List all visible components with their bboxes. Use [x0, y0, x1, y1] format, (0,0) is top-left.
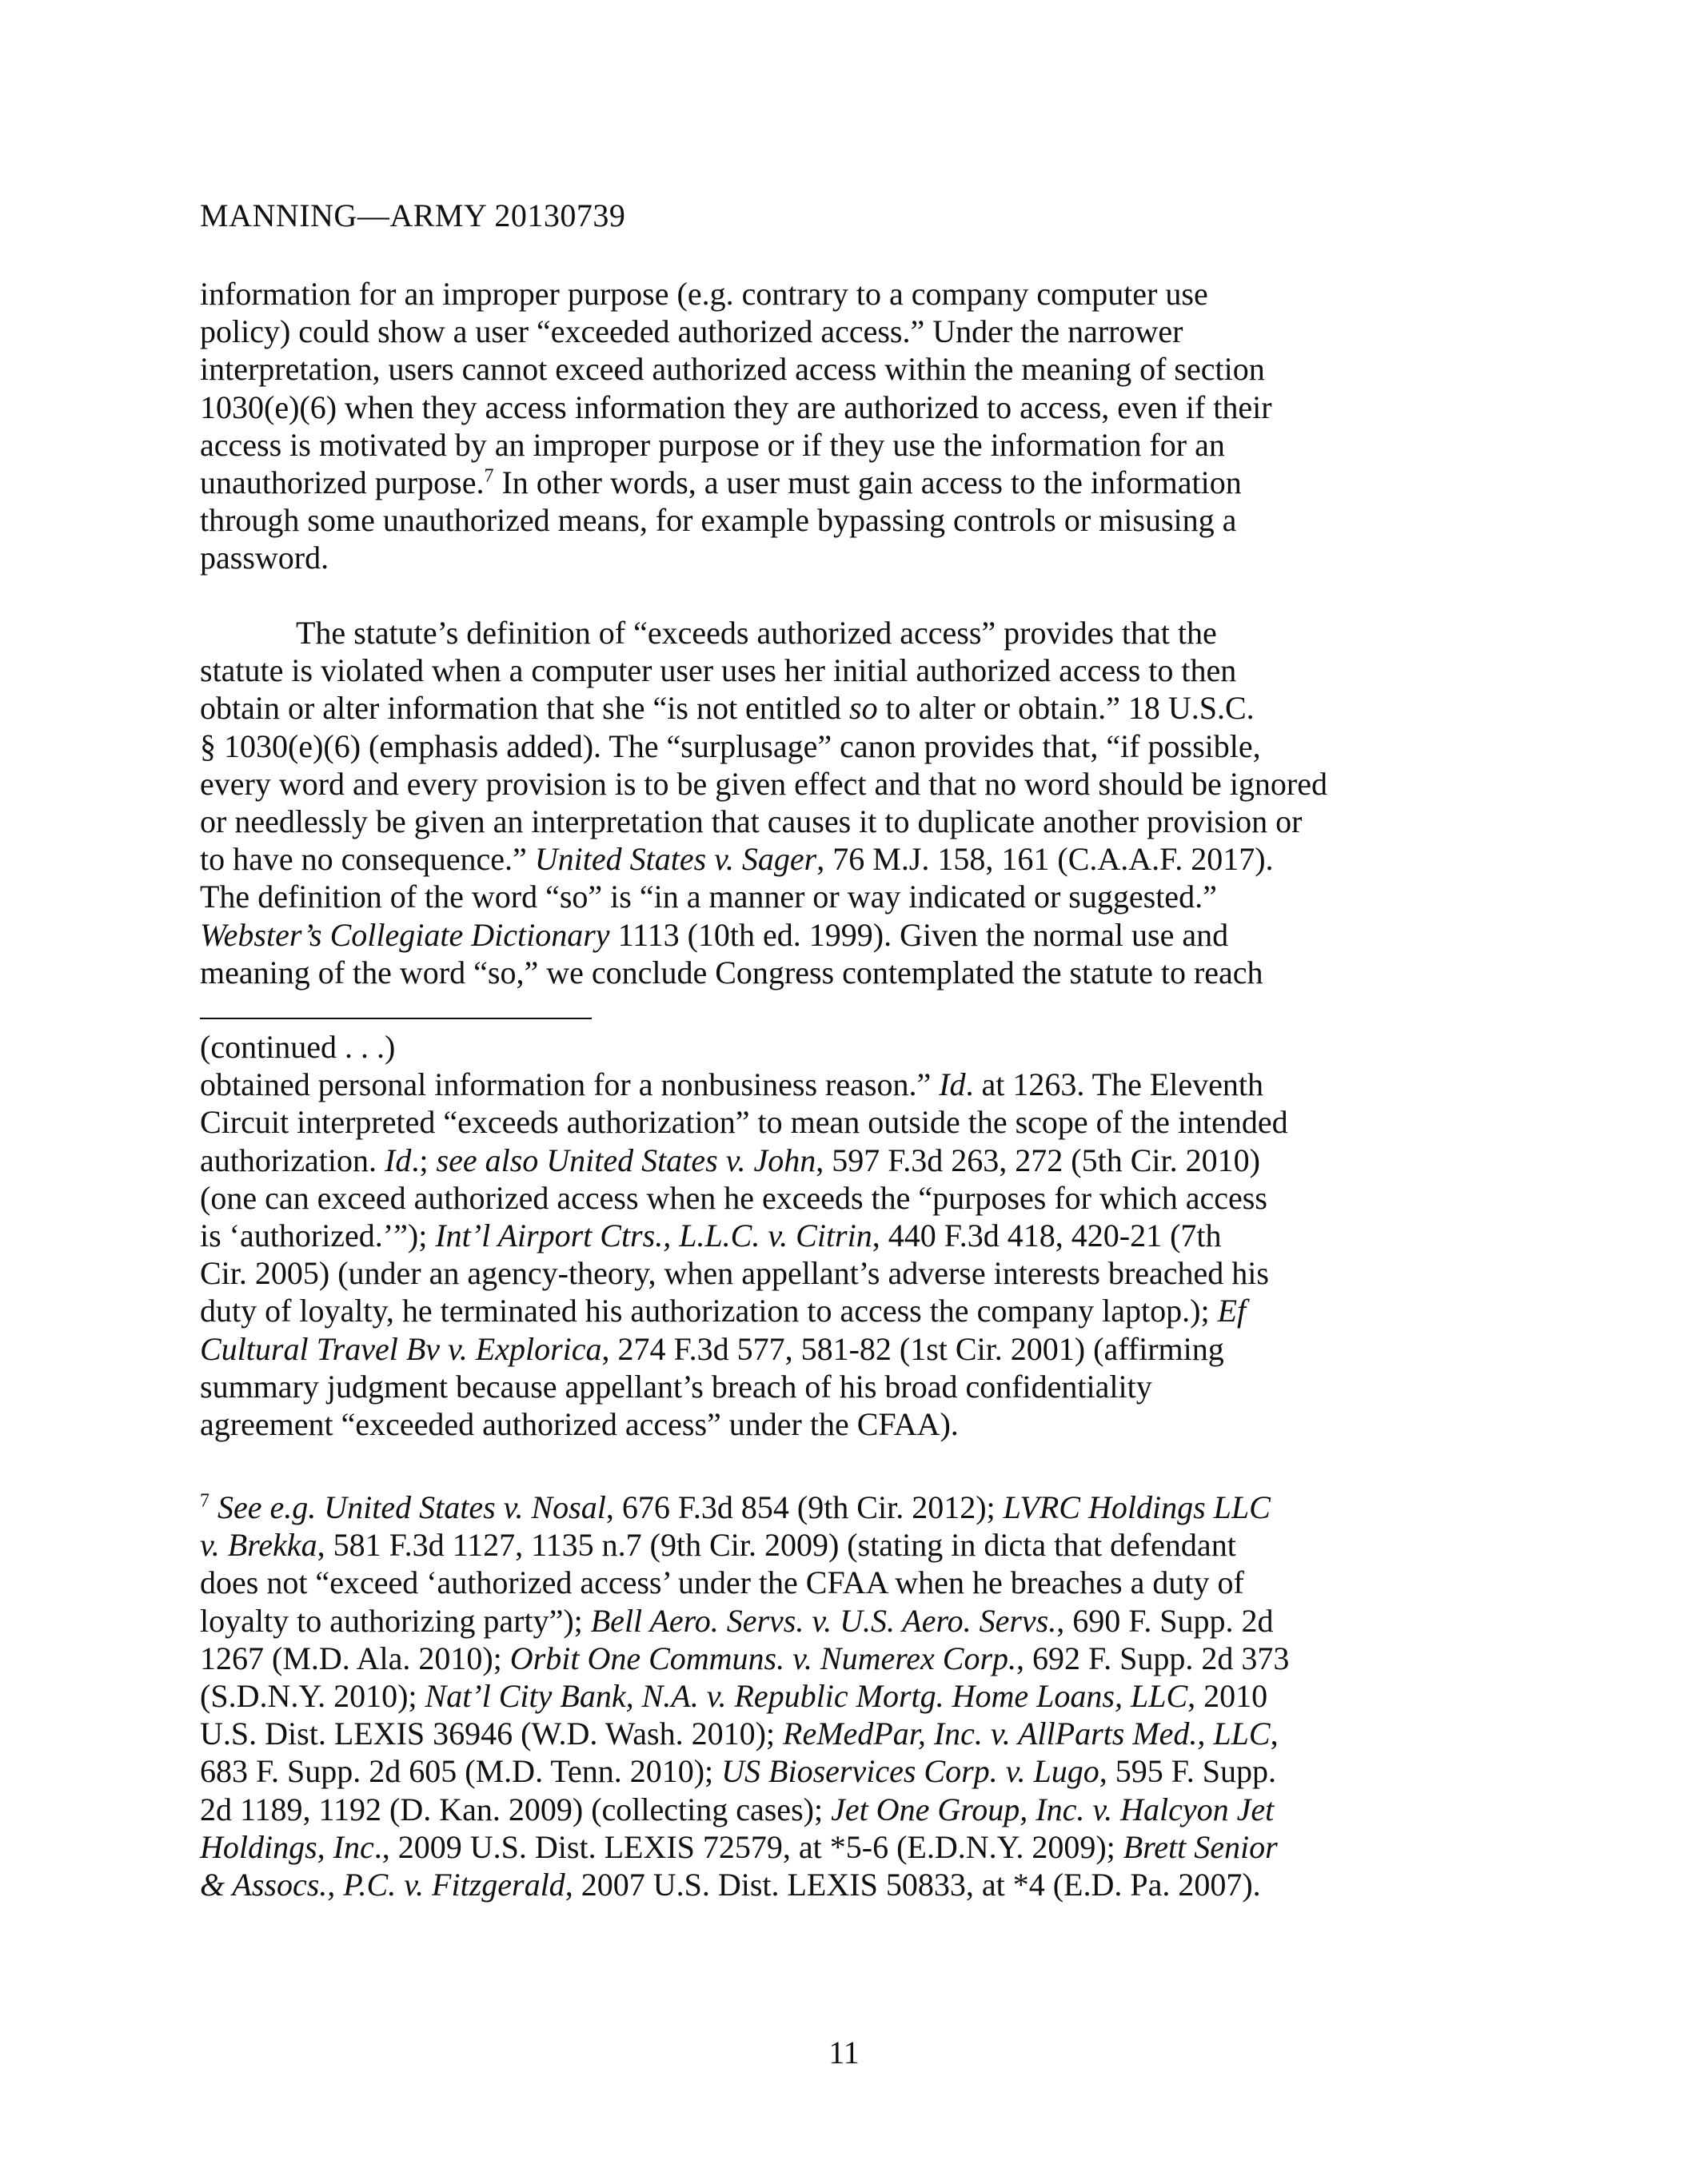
citation-id: Id: [939, 1066, 966, 1103]
text-line: or needlessly be given an interpretation that causes it to duplicate another provision or: [200, 803, 1303, 840]
text-line: [200, 464, 1487, 501]
case-citation: US Bioservices Corp. v. Lugo: [721, 1753, 1099, 1790]
text-segment: , 676 F.3d 854 (9th Cir. 2012);: [605, 1489, 1004, 1525]
footnote-separator: [200, 1018, 592, 1019]
text-line: policy) could show a user “exceeded authorized access.” Under the narrower: [200, 313, 1183, 350]
text-segment: authorization.: [200, 1142, 385, 1178]
text-line: summary judgment because appellant’s breach of his broad confidentiality: [200, 1368, 1152, 1405]
text-line: [200, 1715, 1487, 1752]
case-citation: see also United States v. John: [436, 1142, 816, 1178]
text-segment: 1113 (10th ed. 1999). Given the normal use and: [609, 916, 1229, 953]
text-line: [200, 916, 1487, 954]
text-segment: . at 1263. The Eleventh: [965, 1066, 1264, 1103]
text-line: [200, 1602, 1487, 1640]
text-segment: , 690 F. Supp. 2d: [1056, 1602, 1274, 1639]
text-segment: , 595 F. Supp.: [1099, 1753, 1277, 1790]
text-segment: ,: [1270, 1716, 1279, 1752]
case-citation: Nat’l City Bank, N.A. v. Republic Mortg. Home Loans, LLC: [425, 1678, 1188, 1715]
text-line: interpretation, users cannot exceed authorized access within the meaning of section: [200, 351, 1265, 388]
text-segment: 2d 1189, 1192 (D. Kan. 2009) (collecting cases);: [200, 1791, 832, 1827]
text-segment: , 597 F.3d 263, 272 (5th Cir. 2010): [816, 1142, 1260, 1178]
body-paragraph-1: [200, 275, 1487, 577]
text-line: [200, 1217, 1487, 1254]
case-citation: v. Brekka: [200, 1527, 317, 1564]
text-line: [200, 1640, 1487, 1677]
case-citation: Orbit One Communs. v. Numerex Corp.: [509, 1640, 1017, 1676]
case-citation: Holdings, Inc: [200, 1828, 374, 1865]
text-segment: , 692 F. Supp. 2d 373: [1016, 1640, 1290, 1676]
text-segment: obtained personal information for a nonbusiness reason.”: [200, 1066, 940, 1103]
text-line: Cir. 2005) (under an agency-theory, when appellant’s adverse interests breached his: [200, 1255, 1269, 1292]
text-line: meaning of the word “so,” we conclude Congress contemplated the statute to reach: [200, 954, 1263, 990]
footnote-number: 7: [200, 1490, 210, 1512]
case-citation: & Assocs., P.C. v. Fitzgerald: [200, 1867, 565, 1903]
text-segment: (S.D.N.Y. 2010);: [200, 1678, 425, 1715]
emphasis: so: [849, 690, 878, 727]
case-citation: Brett Senior: [1123, 1828, 1278, 1865]
text-segment: unauthorized purpose.: [200, 464, 485, 501]
running-header: MANNING—ARMY 20130739: [200, 197, 626, 233]
text-segment: duty of loyalty, he terminated his authorization to access the company laptop.);: [200, 1293, 1218, 1329]
book-citation: Webster’s Collegiate Dictionary: [200, 916, 610, 953]
text-line: agreement “exceeded authorized access” under the CFAA).: [200, 1406, 959, 1443]
text-line: [200, 1489, 1487, 1526]
text-segment: is ‘authorized.’”);: [200, 1218, 436, 1254]
text-segment: , 440 F.3d 418, 420-21 (7th: [872, 1218, 1222, 1254]
text-segment: , 274 F.3d 577, 581-82 (1st Cir. 2001) (affirming: [601, 1330, 1224, 1367]
case-citation: Jet One Group, Inc. v. Halcyon Jet: [831, 1791, 1275, 1827]
footnote-7: [200, 1489, 1487, 1903]
text-line: The statute’s definition of “exceeds authorized access” provides that the: [296, 615, 1217, 651]
text-line: Circuit interpreted “exceeds authorization” to mean outside the scope of the intended: [200, 1104, 1288, 1141]
text-segment: , 581 F.3d 1127, 1135 n.7 (9th Cir. 2009) (stating in dicta that defendant: [317, 1527, 1236, 1564]
text-segment: obtain or alter information that she “is not entitled: [200, 690, 850, 727]
text-segment: U.S. Dist. LEXIS 36946 (W.D. Wash. 2010);: [200, 1716, 784, 1752]
text-line: 1030(e)(6) when they access information they are authorized to access, even if their: [200, 389, 1272, 425]
text-line: [200, 1066, 1487, 1103]
case-citation: Ef: [1217, 1293, 1247, 1329]
text-segment: to have no consequence.”: [200, 841, 535, 878]
text-line: § 1030(e)(6) (emphasis added). The “surplusage” canon provides that, “if possible,: [200, 727, 1261, 764]
text-line: [200, 1677, 1487, 1715]
continued-marker: (continued . . .): [200, 1029, 396, 1065]
text-line: password.: [200, 540, 329, 576]
text-line: [200, 1752, 1487, 1790]
footnote-continued: [200, 1028, 1487, 1443]
text-line: [200, 1142, 1487, 1179]
text-line: The definition of the word “so” is “in a manner or way indicated or suggested.”: [200, 879, 1217, 915]
text-line: [200, 1292, 1487, 1329]
text-line: [200, 1526, 1487, 1564]
text-line: every word and every provision is to be given effect and that no word should be ignored: [200, 765, 1327, 802]
case-citation: See e.g. United States v. Nosal: [210, 1489, 606, 1525]
text-segment: 683 F. Supp. 2d 605 (M.D. Tenn. 2010);: [200, 1753, 722, 1790]
text-segment: , 76 M.J. 158, 161 (C.A.A.F. 2017).: [816, 841, 1274, 878]
text-line: access is motivated by an improper purpose or if they use the information for an: [200, 426, 1225, 463]
text-line: [200, 1828, 1487, 1866]
body-paragraph-2: [200, 614, 1487, 991]
text-line: statute is violated when a computer user uses her initial authorized access to then: [200, 652, 1237, 689]
text-line: information for an improper purpose (e.g. contrary to a company computer use: [200, 276, 1208, 312]
text-line: through some unauthorized means, for example bypassing controls or misusing a: [200, 502, 1237, 539]
text-segment: , 2007 U.S. Dist. LEXIS 50833, at *4 (E.D. Pa. 2007).: [565, 1867, 1261, 1903]
text-segment: loyalty to authorizing party”);: [200, 1602, 591, 1639]
text-segment: In other words, a user must gain access to the information: [493, 464, 1242, 501]
citation-id: Id: [385, 1142, 412, 1178]
case-citation: ReMedPar, Inc. v. AllParts Med., LLC: [783, 1716, 1271, 1752]
case-citation: LVRC Holdings LLC: [1003, 1489, 1271, 1525]
text-line: [200, 840, 1487, 878]
text-line: does not “exceed ‘authorized access’ under the CFAA when he breaches a duty of: [200, 1564, 1244, 1601]
text-segment: .;: [411, 1142, 437, 1178]
case-citation: Int’l Airport Ctrs., L.L.C. v. Citrin: [435, 1218, 872, 1254]
case-citation: Cultural Travel Bv v. Explorica: [200, 1330, 602, 1367]
footnote-reference-7[interactable]: 7: [484, 465, 494, 487]
text-line: (one can exceed authorized access when he exceeds the “purposes for which access: [200, 1179, 1267, 1216]
text-line: [200, 1791, 1487, 1828]
text-segment: 1267 (M.D. Ala. 2010);: [200, 1640, 510, 1676]
case-citation: Bell Aero. Servs. v. U.S. Aero. Servs.: [590, 1602, 1057, 1639]
text-line: [200, 689, 1487, 727]
text-segment: ., 2009 U.S. Dist. LEXIS 72579, at *5-6 (E.D.N.Y. 2009);: [373, 1828, 1123, 1865]
page-number: 11: [828, 2035, 860, 2070]
text-segment: to alter or obtain.” 18 U.S.C.: [877, 690, 1255, 727]
case-citation: United States v. Sager: [534, 841, 817, 878]
text-line: [200, 1866, 1487, 1903]
text-segment: , 2010: [1187, 1678, 1268, 1715]
text-line: [200, 1330, 1487, 1368]
